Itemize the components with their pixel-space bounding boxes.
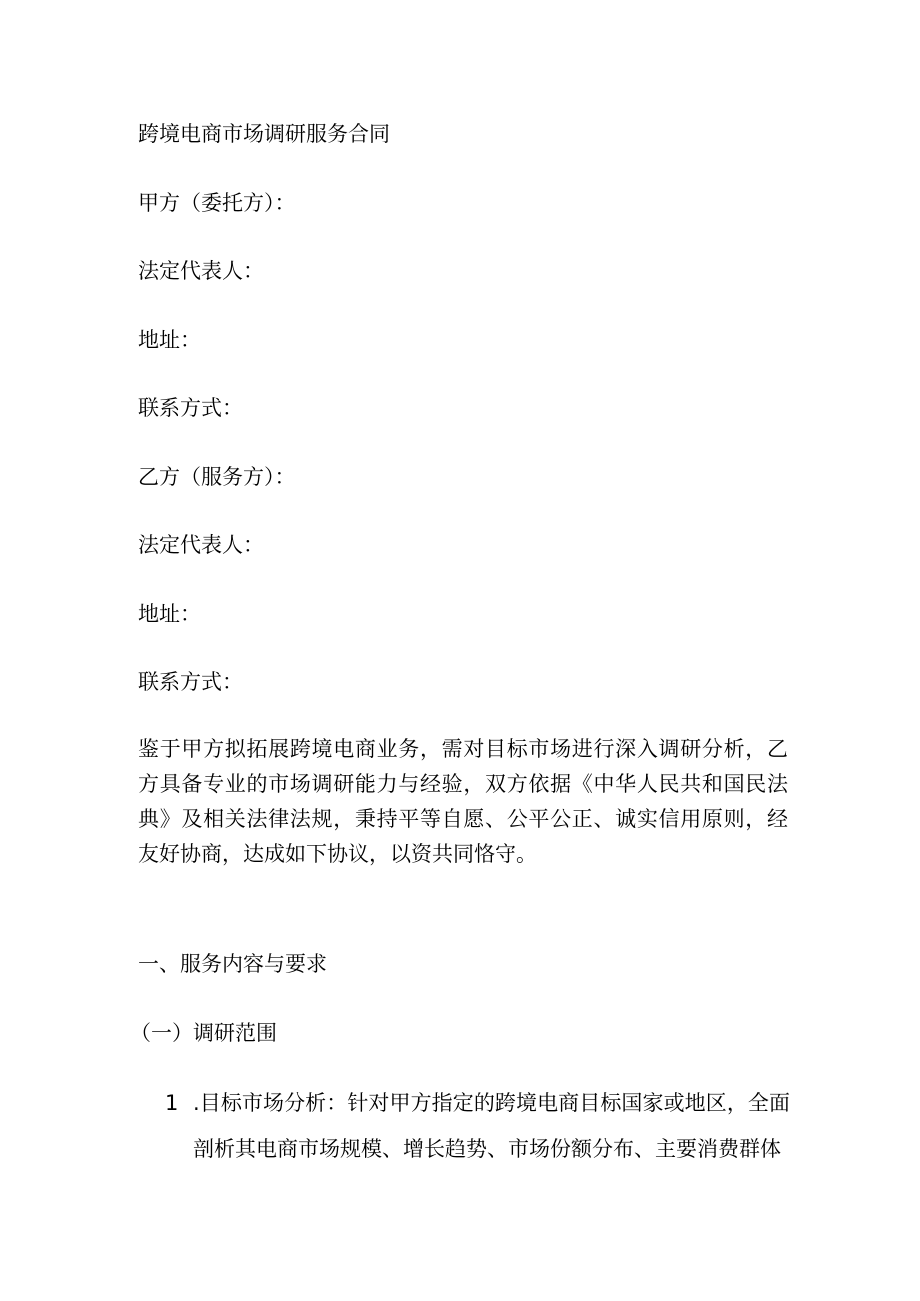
party-b-representative-label: 法定代表人：: [138, 533, 264, 557]
party-a-representative-label: 法定代表人：: [138, 259, 264, 283]
list-item: [165, 1080, 790, 1172]
party-a-contact-label: 联系方式：: [138, 396, 243, 420]
party-a-address-label: 地址：: [138, 328, 201, 352]
section-heading: 一、服务内容与要求: [138, 952, 327, 976]
contract-title: 跨境电商市场调研服务合同: [138, 122, 390, 146]
list-item-text: .目标市场分析：针对甲方指定的跨境电商目标国家或地区，全面剖析其电商市场规模、增长趋势、市场份额分布、主要消费群体: [193, 1091, 790, 1161]
party-a-label: 甲方（委托方）：: [138, 191, 296, 215]
party-b-label: 乙方（服务方）：: [138, 465, 296, 489]
preamble-paragraph: 鉴于甲方拟拓展跨境电商业务，需对目标市场进行深入调研分析，乙方具备专业的市场调研能力与经验，双方依据《中华人民共和国民法典》及相关法律法规，秉持平等自愿、公平公正、诚实信用原则，经友好协商，达成如下协议，以资共同恪守。: [138, 737, 788, 866]
party-b-contact-label: 联系方式：: [138, 670, 243, 694]
list-item-number: 1: [165, 1091, 179, 1115]
party-b-address-label: 地址：: [138, 602, 201, 626]
subsection-heading: （一）调研范围: [130, 1021, 277, 1045]
